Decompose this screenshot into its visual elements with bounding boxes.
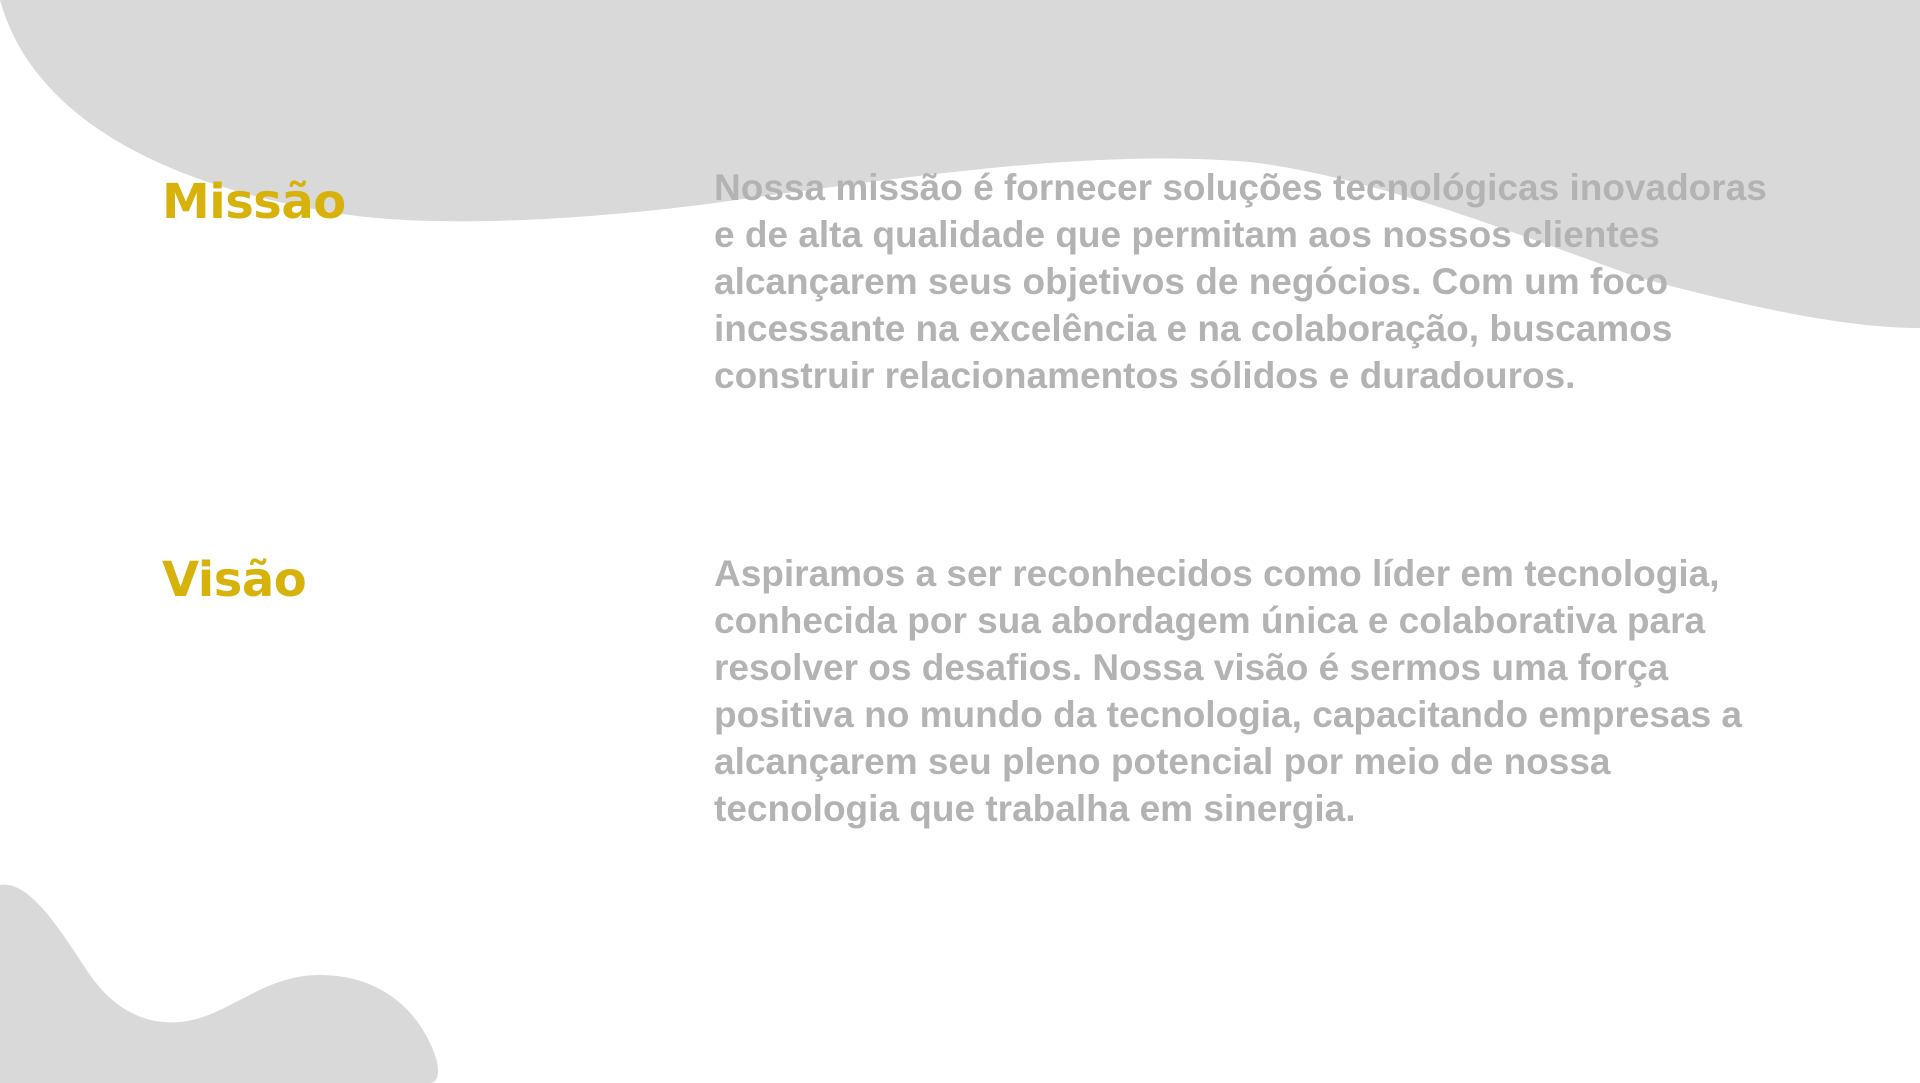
visao-heading: Visão [162, 552, 307, 608]
missao-paragraph: Nossa missão é fornecer soluções tecnológicas inovadoras e de alta qualidade que permitam aos nossos clientes alcançarem seus objetivos de negócios. Com um foco incessante na excelência e na colaboração, buscamos construir relacionamentos sólidos e duradouros. [714, 167, 1767, 396]
bottom-left-blob-shape [0, 885, 438, 1083]
visao-paragraph: Aspiramos a ser reconhecidos como líder em tecnologia, conhecida por sua abordagem única e colaborativa para resolver os desafios. Nossa visão é sermos uma força positiva no mundo da tecnologia, capacitando empresas a alcançarem seu pleno potencial por meio de nossa tecnologia que trabalha em sinergia. [714, 553, 1743, 829]
missao-heading: Missão [162, 174, 346, 230]
